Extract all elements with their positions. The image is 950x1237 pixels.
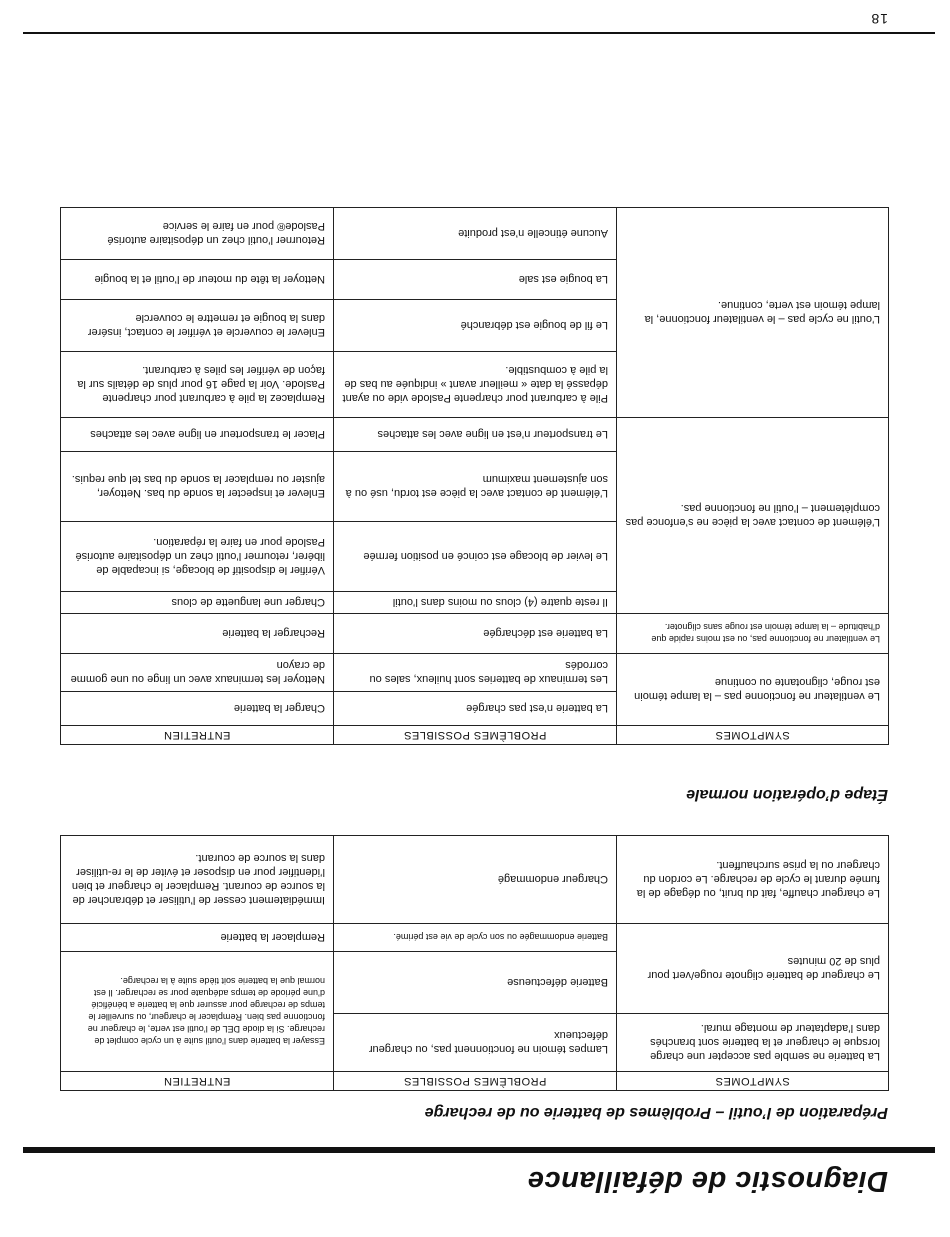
header-maintenance: ENTRETIEN [61, 726, 334, 745]
problem-cell: Batterie défectueuse [334, 952, 617, 1014]
symptom-cell: Le chargeur de batterie clignote rouge/vert pour plus de 20 minutes [617, 924, 889, 1014]
maintenance-cell: Remplacez la pile à carburant pour charpente Paslode. Voir la page 16 pour plus de détails sur la façon de vérifier les piles à carburant. [61, 352, 334, 418]
table-row [61, 614, 889, 654]
header-symptoms: SYMPTOMES [617, 726, 889, 745]
symptom-cell: Le ventilateur ne fonctionne pas – la lampe témoin est rouge, clignotante ou continue [617, 654, 889, 726]
problem-cell: Lampes témoin ne fonctionnent pas, ou chargeur défectueux [334, 1014, 617, 1072]
table-row [61, 692, 889, 726]
section-title-normal-operation: Étape d’opération normale [686, 786, 888, 803]
problem-cell: Le fil de bougie est débranché [334, 300, 617, 352]
problem-cell: Le transporteur n’est en ligne avec les attaches [334, 418, 617, 452]
table-header-row [61, 1072, 889, 1091]
section-title-charging: Préparation de l’outil – Problèmes de batterie ou de recharge [424, 1104, 888, 1121]
page-number: 18 [870, 11, 888, 27]
header-problems: PROBLÈMES POSSIBLES [334, 1072, 617, 1091]
maintenance-cell: Nettoyer la tête du moteur de l’outil et la bougie [61, 260, 334, 300]
maintenance-cell: Vérifier le dispositif de blocage, si incapable de libérer, retourner l’outil chez un dépositaire autorisé Paslode pour en faire la réparation. [61, 522, 334, 592]
symptom-cell: L’outil ne cycle pas – le ventilateur fonctionne, la lampe témoin est verte, continue. [617, 208, 889, 418]
operation-troubleshooting-table [60, 207, 889, 745]
maintenance-cell: Charger une languette de clous [61, 592, 334, 614]
symptom-cell: L’élément de contact avec la pièce ne s’enfonce pas complètement – l’outil ne fonctionne pas. [617, 418, 889, 614]
maintenance-cell: Nettoyer les terminaux avec un linge ou une gomme de crayon [61, 654, 334, 692]
symptom-cell: Le ventilateur ne fonctionne pas, ou est moins rapide que d’habitude – la lampe témoin est rouge sans clignoter. [617, 614, 889, 654]
problem-cell: Aucune étincelle n’est produite [334, 208, 617, 260]
problem-cell: La bougie est sale [334, 260, 617, 300]
problem-cell: La batterie est déchargée [334, 614, 617, 654]
table-row [61, 1014, 889, 1072]
symptom-cell: La batterie ne semble pas accepter une charge lorsque le chargeur et la batterie sont branchés dans l’adaptateur de montage mural. [617, 1014, 889, 1072]
charging-troubleshooting-table [60, 835, 889, 1091]
maintenance-cell: Recharger la batterie [61, 614, 334, 654]
table-row [61, 592, 889, 614]
maintenance-cell: Retourner l’outil chez un dépositaire autorisé Paslode® pour en faire le service [61, 208, 334, 260]
table-header-row [61, 726, 889, 745]
maintenance-cell: Immédiatement cesser de l’utiliser et débrancher de la source de courant. Remplacer le chargeur et bien l’identifier pour en disposer et éviter de le re-utiliser dans la source de courant. [61, 836, 334, 924]
header-symptoms: SYMPTOMES [617, 1072, 889, 1091]
table-row [61, 352, 889, 418]
maintenance-cell: Enlever et inspecter la sonde du bas. Nettoyer, ajuster ou remplacer la sonde du bas tel que requis. [61, 452, 334, 522]
symptom-cell: Le chargeur chauffe, fait du bruit, ou dégage de la fumée durant le cycle de recharge. Le cordon du chargeur ou la prise surchauffent. [617, 836, 889, 924]
problem-cell: Pile à carburant pour charpente Paslode vide ou ayant dépassé la date « meilleur avant » indiquée au bas de la pile à combustible. [334, 352, 617, 418]
maintenance-cell: Charger la batterie [61, 692, 334, 726]
maintenance-cell: Enlever le couvercle et vérifier le contact, insérer dans la bougie et remettre le couvercle [61, 300, 334, 352]
maintenance-cell: Remplacer la batterie [61, 924, 334, 952]
problem-cell: L’élément de contact avec la pièce est tordu, usé ou à son ajustement maximum [334, 452, 617, 522]
problem-cell: Batterie endommagée ou son cycle de vie est périmé. [334, 924, 617, 952]
problem-cell: Les terminaux de batteries sont huileux, sales ou corrodés [334, 654, 617, 692]
problem-cell: Le levier de blocage est coincé en position fermée [334, 522, 617, 592]
page-title: Diagnostic de défaillance [527, 1165, 888, 1197]
problem-cell: Chargeur endommagé [334, 836, 617, 924]
table-row [61, 836, 889, 924]
problem-cell: Il reste quatre (4) clous ou moins dans l’outil [334, 592, 617, 614]
problem-cell: La batterie n’est pas chargée [334, 692, 617, 726]
title-rule [23, 1147, 935, 1153]
header-problems: PROBLÈMES POSSIBLES [334, 726, 617, 745]
maintenance-cell: Essayer la batterie dans l’outil suite à un cycle complet de recharge. Si la diode DEL de l’outil est verte, le chargeur ne fonctionne pas bien. Remplacer le chargeur, ou surveiller le temps de recharge pour assurer que la batterie a bénéficié d’une période de temps adéquate pour se recharger. Il est normal que la batterie soit tiède suite à la recharge. [61, 952, 334, 1072]
maintenance-cell: Placer le transporteur en ligne avec les attaches [61, 418, 334, 452]
footer-rule [23, 32, 935, 34]
header-maintenance: ENTRETIEN [61, 1072, 334, 1091]
